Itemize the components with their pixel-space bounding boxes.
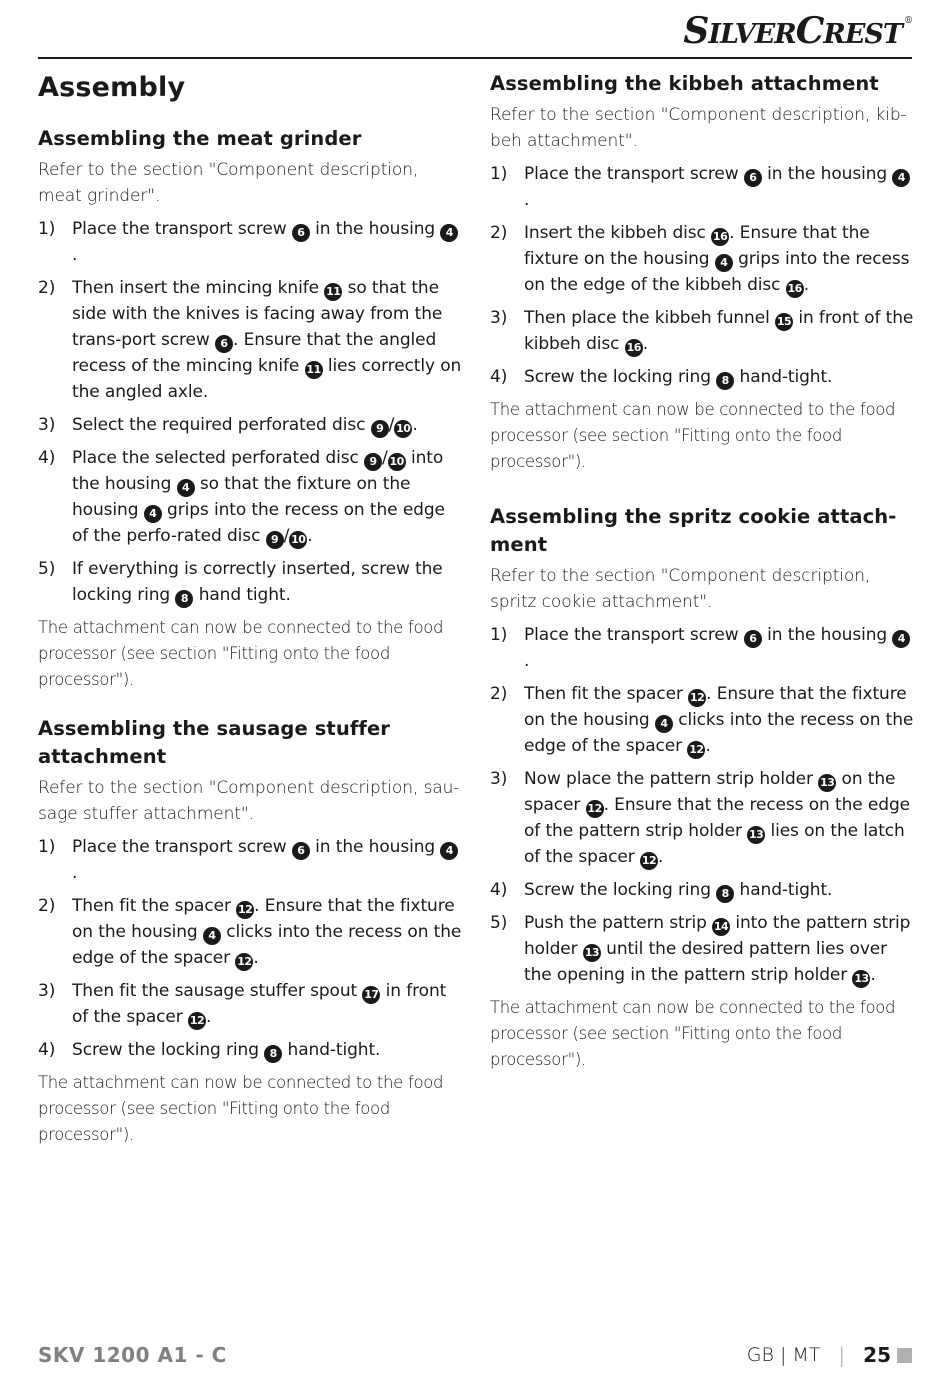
model-number: SKV 1200 A1 - C xyxy=(38,1343,227,1367)
part-number-badge: 13 xyxy=(852,970,870,988)
step-number: 3) xyxy=(490,308,508,328)
part-number-badge: 13 xyxy=(583,944,601,962)
step-number: 1) xyxy=(490,164,508,184)
section-intro: Refer to the section "Component description, sau-sage stuffer attachment". xyxy=(38,778,460,824)
language-codes: GB | MT xyxy=(746,1344,821,1366)
part-number-badge: 16 xyxy=(786,280,804,298)
step-item: 5) If everything is correctly inserted, screw the locking ring 8 hand tight. xyxy=(38,556,462,608)
footer-separator: | xyxy=(838,1343,846,1367)
step-number: 5) xyxy=(38,559,56,579)
section-sausage-stuffer xyxy=(38,715,462,1148)
part-number-badge: 6 xyxy=(744,630,762,648)
part-number-badge: 9 xyxy=(364,453,382,471)
step-item: 3) Then fit the sausage stuffer spout 17 in front of the spacer 12 . xyxy=(38,978,462,1030)
step-item: 5) Push the pattern strip 14 into the pattern strip holder 13 until the desired pattern lies over the opening in the pattern strip holder 13 . xyxy=(490,910,914,988)
step-number: 4) xyxy=(38,1040,56,1060)
part-number-badge: 8 xyxy=(264,1045,282,1063)
step-item: 2) Then fit the spacer 12 . Ensure that the fixture on the housing 4 clicks into the recess on the edge of the spacer 12 . xyxy=(38,893,462,971)
step-list xyxy=(38,216,462,608)
footer-right xyxy=(747,1343,912,1367)
step-number: 3) xyxy=(490,769,508,789)
section-kibbeh xyxy=(490,70,914,475)
part-number-badge: 17 xyxy=(362,986,380,1004)
step-number: 2) xyxy=(490,684,508,704)
step-number: 4) xyxy=(38,448,56,468)
page-number: 25 xyxy=(863,1343,891,1367)
section-intro: Refer to the section "Component description, spritz cookie attachment". xyxy=(490,566,871,612)
page-title: Assembly xyxy=(38,72,186,103)
part-number-badge: 12 xyxy=(188,1012,206,1030)
part-number-badge: 4 xyxy=(892,169,910,187)
section-note: The attachment can now be connected to the food processor (see section "Fitting onto the food processor"). xyxy=(38,618,444,689)
step-number: 2) xyxy=(38,896,56,916)
part-number-badge: 8 xyxy=(716,885,734,903)
step-list xyxy=(490,622,914,988)
part-number-badge: 4 xyxy=(440,224,458,242)
part-number-badge: 9 xyxy=(266,531,284,549)
left-column xyxy=(38,60,462,1155)
part-number-badge: 13 xyxy=(747,826,765,844)
part-number-badge: 13 xyxy=(818,774,836,792)
part-number-badge: 12 xyxy=(687,741,705,759)
part-number-badge: 12 xyxy=(688,689,706,707)
step-item: 4) Place the selected perforated disc 9 / 10 into the housing 4 so that the fixture on the housing 4 grips into the recess on the edge of the perfo-rated disc 9 / 10 . xyxy=(38,445,462,549)
part-number-badge: 10 xyxy=(388,453,406,471)
part-number-badge: 12 xyxy=(235,953,253,971)
part-number-badge: 6 xyxy=(292,224,310,242)
step-number: 4) xyxy=(490,880,508,900)
step-number: 5) xyxy=(490,913,508,933)
part-number-badge: 11 xyxy=(324,283,342,301)
section-heading: Assembling the spritz cookie attach-ment xyxy=(490,505,897,556)
section-note: The attachment can now be connected to the food processor (see section "Fitting onto the food processor"). xyxy=(490,400,896,471)
part-number-badge: 4 xyxy=(655,715,673,733)
part-number-badge: 10 xyxy=(394,420,412,438)
part-number-badge: 14 xyxy=(712,918,730,936)
step-number: 1) xyxy=(38,219,56,239)
part-number-badge: 12 xyxy=(586,800,604,818)
part-number-badge: 12 xyxy=(640,852,658,870)
step-item: 2) Then fit the spacer 12 . Ensure that the fixture on the housing 4 clicks into the recess on the edge of the spacer 12 . xyxy=(490,681,914,759)
part-number-badge: 8 xyxy=(175,590,193,608)
part-number-badge: 6 xyxy=(292,842,310,860)
part-number-badge: 6 xyxy=(744,169,762,187)
part-number-badge: 4 xyxy=(892,630,910,648)
section-meat-grinder xyxy=(38,125,462,693)
section-intro: Refer to the section "Component description, kib-beh attachment". xyxy=(490,105,907,151)
section-spritz-cookie xyxy=(490,503,914,1073)
section-note: The attachment can now be connected to the food processor (see section "Fitting onto the food processor"). xyxy=(38,1073,444,1144)
step-item: 1) Place the transport screw 6 in the housing 4. xyxy=(490,161,914,213)
step-item: 3) Select the required perforated disc 9 / 10 . xyxy=(38,412,462,438)
section-note: The attachment can now be connected to the food processor (see section "Fitting onto the food processor"). xyxy=(490,998,896,1069)
step-item: 2) Then insert the mincing knife 11 so that the side with the knives is facing away from the trans-port screw 6 . Ensure that the angled recess of the mincing knife 11 lies correctly on the angled axle. xyxy=(38,275,462,405)
step-list xyxy=(38,834,462,1063)
section-intro: Refer to the section "Component description, meat grinder". xyxy=(38,160,419,206)
step-number: 2) xyxy=(490,223,508,243)
step-item: 1) Place the transport screw 6 in the housing 4. xyxy=(38,216,462,268)
part-number-badge: 12 xyxy=(236,901,254,919)
part-number-badge: 4 xyxy=(177,479,195,497)
part-number-badge: 4 xyxy=(715,254,733,272)
part-number-badge: 4 xyxy=(440,842,458,860)
part-number-badge: 4 xyxy=(203,927,221,945)
step-number: 3) xyxy=(38,415,56,435)
part-number-badge: 6 xyxy=(215,335,233,353)
page-footer xyxy=(38,1343,912,1373)
section-heading: Assembling the sausage stuffer attachment xyxy=(38,717,391,768)
step-item: 1) Place the transport screw 6 in the housing 4. xyxy=(490,622,914,674)
right-column xyxy=(490,60,914,1080)
step-item: 3) Now place the pattern strip holder 13 on the spacer 12 . Ensure that the recess on the edge of the pattern strip holder 13 lies on the latch of the spacer 12 . xyxy=(490,766,914,870)
step-item: 4) Screw the locking ring 8 hand-tight. xyxy=(490,364,914,390)
silvercrest-logo: SILVERCREST ® xyxy=(683,10,912,52)
step-item: 4) Screw the locking ring 8 hand-tight. xyxy=(38,1037,462,1063)
step-item: 3) Then place the kibbeh funnel 15 in front of the kibbeh disc 16 . xyxy=(490,305,914,357)
step-number: 3) xyxy=(38,981,56,1001)
section-heading: Assembling the meat grinder xyxy=(38,127,362,150)
step-number: 1) xyxy=(490,625,508,645)
step-number: 4) xyxy=(490,367,508,387)
part-number-badge: 16 xyxy=(711,228,729,246)
page-marker-square xyxy=(897,1348,912,1363)
part-number-badge: 4 xyxy=(144,505,162,523)
step-number: 1) xyxy=(38,837,56,857)
step-item: 4) Screw the locking ring 8 hand-tight. xyxy=(490,877,914,903)
step-item: 2) Insert the kibbeh disc 16 . Ensure that the fixture on the housing 4 grips into the recess on the edge of the kibbeh disc 16 . xyxy=(490,220,914,298)
part-number-badge: 10 xyxy=(289,531,307,549)
part-number-badge: 8 xyxy=(716,372,734,390)
header-rule xyxy=(38,57,912,59)
section-heading: Assembling the kibbeh attachment xyxy=(490,72,879,95)
part-number-badge: 9 xyxy=(371,420,389,438)
part-number-badge: 11 xyxy=(305,361,323,379)
part-number-badge: 16 xyxy=(625,339,643,357)
step-number: 2) xyxy=(38,278,56,298)
step-list xyxy=(490,161,914,390)
part-number-badge: 15 xyxy=(775,313,793,331)
step-item: 1) Place the transport screw 6 in the housing 4. xyxy=(38,834,462,886)
